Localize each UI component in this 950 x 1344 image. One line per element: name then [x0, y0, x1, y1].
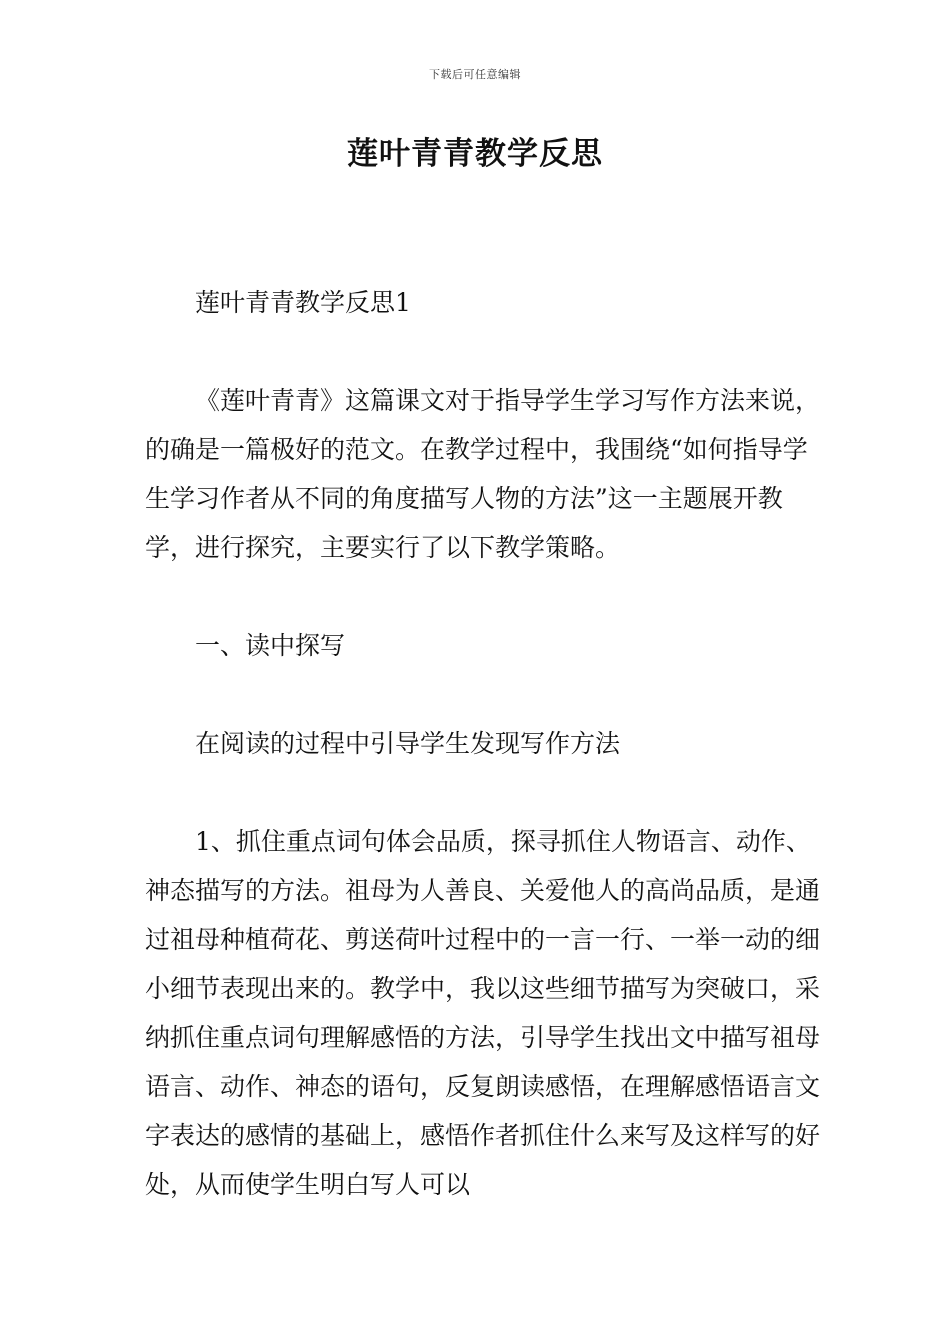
header-note: 下载后可任意编辑	[429, 68, 521, 81]
subsection-subtitle: 在阅读的过程中引导学生发现写作方法	[195, 729, 621, 758]
subsection-heading: 一、读中探写	[195, 631, 346, 660]
document-title: 莲叶青青教学反思	[347, 136, 603, 172]
intro-paragraph: 《莲叶青青》这篇课文对于指导学生学习写作方法来说，的确是一篇极好的范文。在教学过程中，我围绕“如何指导学生学习作者从不同的角度描写人物的方法”这一主题展开教学，进行探究，主要实行了以下教学策略。	[145, 386, 821, 562]
body-paragraph: 1、抓住重点词句体会品质，探寻抓住人物语言、动作、神态描写的方法。祖母为人善良、关爱他人的高尚品质，是通过祖母种植荷花、剪送荷叶过程中的一言一行、一举一动的细小细节表现出来的。教学中，我以这些细节描写为突破口，采纳抓住重点词句理解感悟的方法，引导学生找出文中描写祖母语言、动作、神态的语句，反复朗读感悟，在理解感悟语言文字表达的感情的基础上，感悟作者抓住什么来写及这样写的好处，从而使学生明白写人可以	[145, 827, 821, 1199]
document-body	[145, 278, 825, 1209]
section-heading: 莲叶青青教学反思1	[195, 288, 411, 317]
